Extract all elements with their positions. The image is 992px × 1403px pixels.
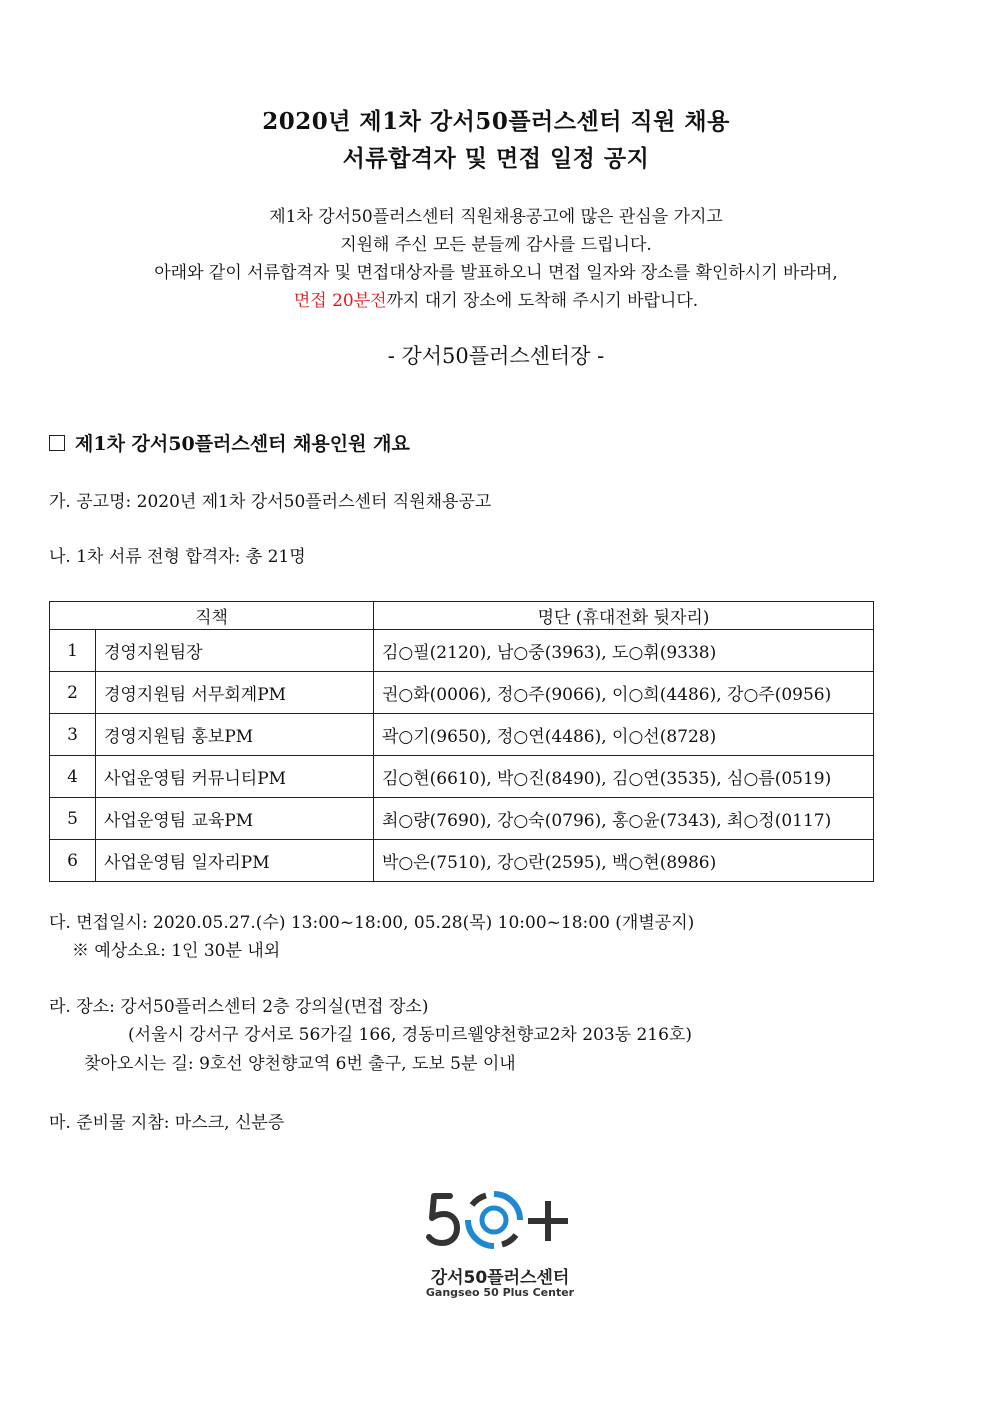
item-da-note: ※ 예상소요: 1인 30분 내외 [72, 941, 281, 961]
row-number: 3 [50, 714, 96, 756]
intro-line-1: 제1차 강서50플러스센터 직원채용공고에 많은 관심을 가지고 [269, 207, 723, 227]
item-ra: 라. 장소: 강서50플러스센터 2층 강의실(면접 장소) [49, 997, 429, 1017]
row-names: 최○량(7690), 강○숙(0796), 홍○윤(7343), 최○정(0117) [374, 798, 874, 840]
logo-subtitle: Gangseo 50 Plus Center [425, 1286, 575, 1299]
row-position: 경영지원팀장 [96, 630, 374, 672]
header-position: 직책 [50, 602, 374, 630]
inner-ring-shape [482, 1208, 506, 1232]
center-logo [420, 1188, 580, 1308]
digit-five-shape [429, 1196, 457, 1243]
item-na: 나. 1차 서류 전형 합격자: 총 21명 [49, 547, 306, 567]
row-position: 사업운영팀 일자리PM [96, 840, 374, 882]
row-number: 2 [50, 672, 96, 714]
table-row [50, 714, 874, 756]
intro-line-4-rest: 까지 대기 장소에 도착해 주시기 바랍니다. [386, 291, 699, 311]
checkbox-square-icon [49, 435, 65, 451]
fifty-plus-logo-mark [420, 1188, 580, 1258]
row-number: 4 [50, 756, 96, 798]
row-position: 사업운영팀 교육PM [96, 798, 374, 840]
row-names: 김○현(6610), 박○진(8490), 김○연(3535), 심○름(0519) [374, 756, 874, 798]
row-names: 박○은(7510), 강○란(2595), 백○현(8986) [374, 840, 874, 882]
row-position: 경영지원팀 서무회계PM [96, 672, 374, 714]
intro-highlight: 면접 20분전 [293, 291, 387, 311]
section-heading [49, 429, 410, 456]
header-names: 명단 (휴대전화 뒷자리) [374, 602, 874, 630]
table-row [50, 798, 874, 840]
title-line-1: 2020년 제1차 강서50플러스센터 직원 채용 [262, 108, 730, 135]
signature: - 강서50플러스센터장 - [387, 344, 605, 368]
item-ga: 가. 공고명: 2020년 제1차 강서50플러스센터 직원채용공고 [49, 492, 492, 512]
item-da: 다. 면접일시: 2020.05.27.(수) 13:00~18:00, 05.28(목) 10:00~18:00 (개별공지) [49, 913, 695, 933]
table-row [50, 630, 874, 672]
row-position: 경영지원팀 홍보PM [96, 714, 374, 756]
intro-line-2: 지원해 주신 모든 분들께 감사를 드립니다. [340, 235, 652, 255]
logo-name: 강서50플러스센터 [430, 1268, 570, 1288]
row-position: 사업운영팀 커뮤니티PM [96, 756, 374, 798]
row-names: 김○필(2120), 남○중(3963), 도○휘(9338) [374, 630, 874, 672]
outer-arc-top [472, 1196, 486, 1206]
table-header-row [50, 602, 874, 630]
row-number: 1 [50, 630, 96, 672]
row-number: 5 [50, 798, 96, 840]
table-row [50, 756, 874, 798]
table-row [50, 672, 874, 714]
intro-line-3: 아래와 같이 서류합격자 및 면접대상자를 발표하오니 면접 일자와 장소를 확인하시기 바라며, [154, 263, 838, 283]
section-heading-text: 제1차 강서50플러스센터 채용인원 개요 [75, 433, 410, 455]
row-number: 6 [50, 840, 96, 882]
intro-line-4 [0, 286, 992, 311]
title-line-2: 서류합격자 및 면접 일정 공지 [342, 145, 650, 172]
applicant-table [49, 601, 874, 882]
table-row [50, 840, 874, 882]
item-ra-address: (서울시 강서구 강서로 56가길 166, 경동미르웰양천향교2차 203동 216호) [128, 1025, 692, 1045]
row-names: 곽○기(9650), 정○연(4486), 이○선(8728) [374, 714, 874, 756]
item-ra-directions: 찾아오시는 길: 9호선 양천향교역 6번 출구, 도보 5분 이내 [84, 1054, 516, 1074]
outer-arc-bottom [502, 1235, 516, 1245]
item-ma: 마. 준비물 지참: 마스크, 신분증 [49, 1113, 285, 1133]
row-names: 권○화(0006), 정○주(9066), 이○희(4486), 강○주(0956) [374, 672, 874, 714]
plus-shape [531, 1204, 565, 1238]
